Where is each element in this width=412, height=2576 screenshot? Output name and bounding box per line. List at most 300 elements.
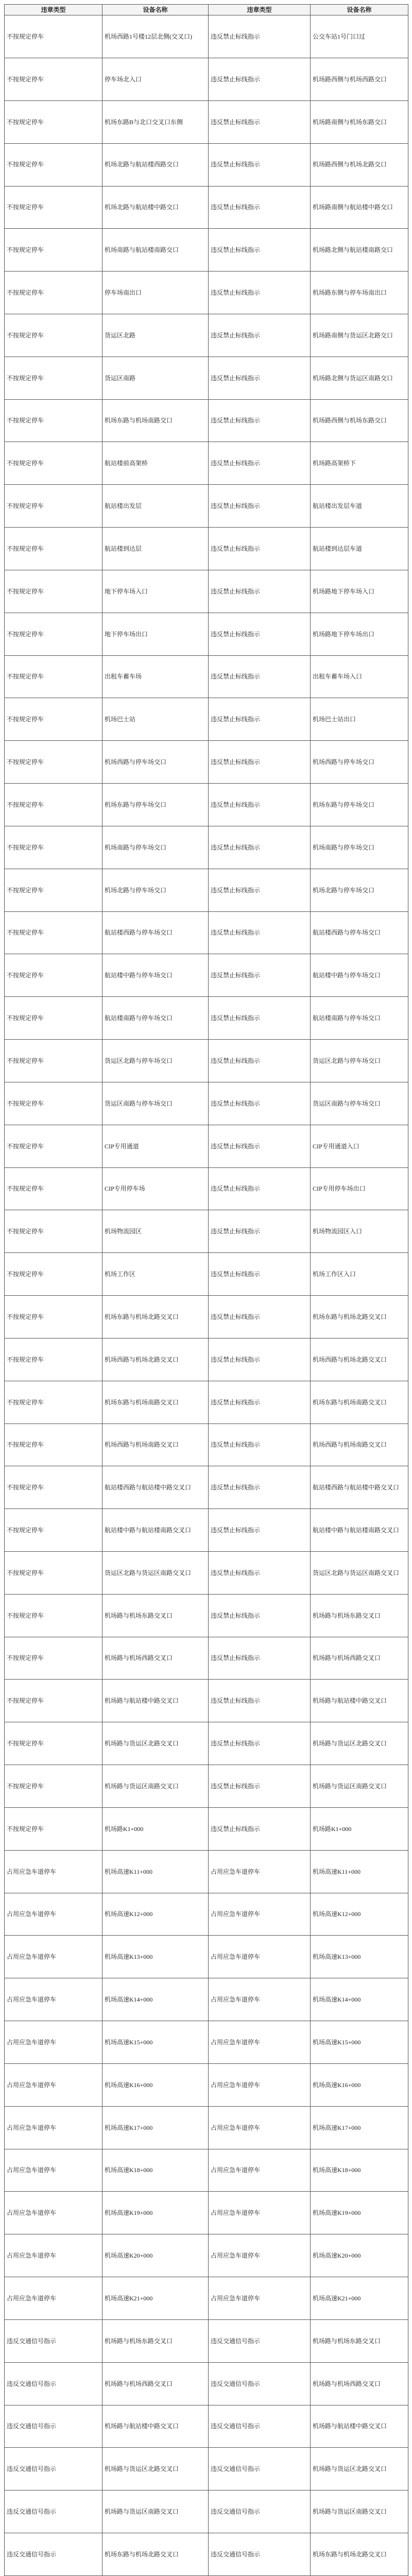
table-body xyxy=(5,15,408,2576)
header-violation-type-1: 违章类型 xyxy=(5,5,102,15)
violation-type-cell: 不按规定停车 xyxy=(5,485,102,528)
table-row xyxy=(5,2106,408,2149)
violation-type-cell: 违反禁止标线指示 xyxy=(209,613,311,655)
violation-type-cell: 不按规定停车 xyxy=(5,1509,102,1552)
table-row xyxy=(5,357,408,399)
table-row xyxy=(5,2448,408,2490)
device-name-cell: 机场东路与机场北路交叉口 xyxy=(311,2533,408,2576)
violation-type-cell: 占用应急车道停车 xyxy=(209,2277,311,2320)
table-row xyxy=(5,570,408,613)
violation-type-cell: 违反禁止标线指示 xyxy=(209,143,311,186)
device-name-cell: 货运区北路与货运区南路交叉口 xyxy=(311,1552,408,1595)
violation-type-cell: 违反禁止标线指示 xyxy=(209,784,311,826)
violation-type-cell: 违反禁止标线指示 xyxy=(209,1423,311,1466)
violation-type-cell: 违反交通信号指示 xyxy=(5,2490,102,2533)
device-name-cell: 机场高速K15+000 xyxy=(102,2021,209,2064)
device-name-cell: 机场路与机场东路交叉口 xyxy=(102,1594,209,1637)
table-row xyxy=(5,655,408,698)
violation-type-cell: 违反禁止标线指示 xyxy=(209,485,311,528)
table-row xyxy=(5,1722,408,1765)
violation-type-cell: 不按规定停车 xyxy=(5,1040,102,1082)
device-name-cell: 机场高速K14+000 xyxy=(102,1978,209,2021)
device-name-cell: 机场物流园区入口 xyxy=(311,1210,408,1253)
violation-type-cell: 违反交通信号指示 xyxy=(5,2448,102,2490)
violation-type-cell: 不按规定停车 xyxy=(5,143,102,186)
device-name-cell: 机场西路与机场南路交叉口 xyxy=(311,1423,408,1466)
violation-type-cell: 违反禁止标线指示 xyxy=(209,1807,311,1850)
violation-type-cell: 不按规定停车 xyxy=(5,1680,102,1722)
violation-type-cell: 占用应急车道停车 xyxy=(209,2149,311,2192)
table-row xyxy=(5,314,408,357)
table-row xyxy=(5,2149,408,2192)
table-row xyxy=(5,1637,408,1680)
device-name-cell: 机场路西侧与机场北路交口 xyxy=(311,143,408,186)
violation-type-cell: 不按规定停车 xyxy=(5,58,102,101)
violation-type-cell: 违反禁止标线指示 xyxy=(209,1381,311,1423)
device-name-cell: 机场东路与机场北路交叉口 xyxy=(311,1296,408,1338)
device-name-cell: 机场东路B与北口交叉口东侧 xyxy=(102,100,209,143)
table-row xyxy=(5,1167,408,1210)
violation-type-cell: 占用应急车道停车 xyxy=(5,1893,102,1936)
device-name-cell: CIP专用通道 xyxy=(102,1125,209,1167)
table-row xyxy=(5,1936,408,1978)
device-name-cell: 机场南路与航站楼南路交口 xyxy=(102,229,209,272)
violation-type-cell: 违反禁止标线指示 xyxy=(209,1082,311,1125)
device-name-cell: 机场高速K19+000 xyxy=(102,2192,209,2234)
table-row xyxy=(5,613,408,655)
table-row xyxy=(5,2319,408,2362)
violation-type-cell: 不按规定停车 xyxy=(5,357,102,399)
device-name-cell: 出租车蓄车场 xyxy=(102,655,209,698)
violation-type-cell: 违反禁止标线指示 xyxy=(209,869,311,911)
device-name-cell: 航站楼出发层 xyxy=(102,485,209,528)
violation-type-cell: 不按规定停车 xyxy=(5,954,102,997)
violation-type-cell: 违反禁止标线指示 xyxy=(209,1040,311,1082)
violation-type-cell: 不按规定停车 xyxy=(5,613,102,655)
violation-type-cell: 不按规定停车 xyxy=(5,186,102,229)
device-name-cell: 机场东路与机场南路交口 xyxy=(102,399,209,442)
violation-type-cell: 违反禁止标线指示 xyxy=(209,15,311,58)
table-row xyxy=(5,1509,408,1552)
violation-type-cell: 违反禁止标线指示 xyxy=(209,1125,311,1167)
violation-type-cell: 违反禁止标线指示 xyxy=(209,1765,311,1808)
table-row xyxy=(5,1850,408,1893)
device-name-cell: 机场高速K12+000 xyxy=(311,1893,408,1936)
device-name-cell: 机场路与机场东路交叉口 xyxy=(102,2319,209,2362)
device-name-cell: 机场路与机场西路交叉口 xyxy=(102,1637,209,1680)
device-name-cell: 机场工作区 xyxy=(102,1253,209,1296)
device-name-cell: 停车场北入口 xyxy=(102,58,209,101)
violation-type-cell: 违反交通信号指示 xyxy=(209,2448,311,2490)
violation-type-cell: 不按规定停车 xyxy=(5,784,102,826)
table-row xyxy=(5,186,408,229)
violation-type-cell: 不按规定停车 xyxy=(5,1466,102,1509)
violation-type-cell: 不按规定停车 xyxy=(5,1807,102,1850)
device-name-cell: 航站楼到达层 xyxy=(102,528,209,570)
table-row xyxy=(5,741,408,784)
violation-type-cell: 违反交通信号指示 xyxy=(209,2405,311,2448)
table-row xyxy=(5,1210,408,1253)
device-name-cell: 航站楼西路与航站楼中路交叉口 xyxy=(311,1466,408,1509)
device-name-cell: 机场路与机场西路交叉口 xyxy=(102,2362,209,2405)
violation-type-cell: 违反交通信号指示 xyxy=(5,2362,102,2405)
violation-type-cell: 违反禁止标线指示 xyxy=(209,272,311,314)
device-name-cell: 机场北路与航站楼中路交口 xyxy=(102,186,209,229)
violation-type-cell: 违反禁止标线指示 xyxy=(209,186,311,229)
table-row xyxy=(5,442,408,485)
table-row xyxy=(5,399,408,442)
violation-type-cell: 占用应急车道停车 xyxy=(5,1978,102,2021)
device-name-cell: 机场路与航站楼中路交叉口 xyxy=(102,1680,209,1722)
table-row xyxy=(5,2234,408,2277)
violation-type-cell: 不按规定停车 xyxy=(5,15,102,58)
violation-type-cell: 占用应急车道停车 xyxy=(209,1850,311,1893)
table-header-row xyxy=(5,5,408,15)
device-name-cell: 机场高速K12+000 xyxy=(102,1893,209,1936)
violation-type-cell: 违反禁止标线指示 xyxy=(209,399,311,442)
device-name-cell: 机场高速K18+000 xyxy=(311,2149,408,2192)
violation-type-cell: 违反禁止标线指示 xyxy=(209,1722,311,1765)
violation-type-cell: 违反交通信号指示 xyxy=(209,2533,311,2576)
violation-type-cell: 不按规定停车 xyxy=(5,1296,102,1338)
device-name-cell: 机场路与机场西路交叉口 xyxy=(311,1637,408,1680)
table-row xyxy=(5,1423,408,1466)
violation-type-cell: 违反禁止标线指示 xyxy=(209,997,311,1040)
device-name-cell: 机场路与航站楼中路交叉口 xyxy=(311,2405,408,2448)
violation-type-cell: 占用应急车道停车 xyxy=(209,1893,311,1936)
device-name-cell: 机场路与机场东路交叉口 xyxy=(311,2319,408,2362)
device-name-cell: 航站楼西路与航站楼中路交叉口 xyxy=(102,1466,209,1509)
violation-type-cell: 不按规定停车 xyxy=(5,1552,102,1595)
violation-type-cell: 违反禁止标线指示 xyxy=(209,570,311,613)
violation-type-cell: 占用应急车道停车 xyxy=(5,2277,102,2320)
device-name-cell: 机场高速K15+000 xyxy=(311,2021,408,2064)
violation-type-cell: 占用应急车道停车 xyxy=(209,1978,311,2021)
violation-type-cell: 不按规定停车 xyxy=(5,442,102,485)
device-name-cell: 机场高速K20+000 xyxy=(102,2234,209,2277)
table-row xyxy=(5,1253,408,1296)
device-name-cell: 货运区北路与停车场交口 xyxy=(102,1040,209,1082)
violation-type-cell: 违反禁止标线指示 xyxy=(209,1338,311,1381)
device-name-cell: 货运区南路与停车场交口 xyxy=(102,1082,209,1125)
device-name-cell: 机场路北侧与航站楼南路交口 xyxy=(311,229,408,272)
device-name-cell: 机场路高架桥下 xyxy=(311,442,408,485)
violation-type-cell: 不按规定停车 xyxy=(5,1637,102,1680)
device-name-cell: 机场西路与停车场交口 xyxy=(311,741,408,784)
device-name-cell: 航站楼到达层车道 xyxy=(311,528,408,570)
device-name-cell: 机场路与航站楼中路交叉口 xyxy=(311,1680,408,1722)
device-name-cell: CIP专用通道入口 xyxy=(311,1125,408,1167)
violation-type-cell: 违反禁止标线指示 xyxy=(209,1253,311,1296)
table-row xyxy=(5,2192,408,2234)
violation-type-cell: 违反禁止标线指示 xyxy=(209,698,311,741)
device-name-cell: 机场路K1+000 xyxy=(102,1807,209,1850)
device-name-cell: 机场高速K17+000 xyxy=(102,2106,209,2149)
device-name-cell: 机场路南侧与机场东路交口 xyxy=(311,100,408,143)
device-name-cell: 机场路与货运区南路交叉口 xyxy=(102,2490,209,2533)
device-name-cell: 机场路地下停车场入口 xyxy=(311,570,408,613)
violation-type-cell: 不按规定停车 xyxy=(5,997,102,1040)
violation-type-cell: 违反禁止标线指示 xyxy=(209,1637,311,1680)
device-name-cell: 机场路与货运区北路交叉口 xyxy=(102,2448,209,2490)
device-name-cell: 机场高速K21+000 xyxy=(102,2277,209,2320)
device-name-cell: 机场高速K11+000 xyxy=(311,1850,408,1893)
violation-type-cell: 违反禁止标线指示 xyxy=(209,1296,311,1338)
violation-type-cell: 违反交通信号指示 xyxy=(5,2319,102,2362)
header-violation-type-2: 违章类型 xyxy=(209,5,311,15)
violation-type-cell: 不按规定停车 xyxy=(5,1594,102,1637)
violation-type-cell: 不按规定停车 xyxy=(5,1210,102,1253)
violation-type-cell: 占用应急车道停车 xyxy=(209,2192,311,2234)
violation-type-cell: 不按规定停车 xyxy=(5,100,102,143)
device-name-cell: 机场高速K19+000 xyxy=(311,2192,408,2234)
device-name-cell: 机场路与货运区北路交叉口 xyxy=(311,2448,408,2490)
violation-type-cell: 不按规定停车 xyxy=(5,528,102,570)
table-row xyxy=(5,997,408,1040)
device-name-cell: 机场路与货运区南路交叉口 xyxy=(102,1765,209,1808)
table-row xyxy=(5,58,408,101)
violation-type-cell: 违反禁止标线指示 xyxy=(209,58,311,101)
device-name-cell: 航站楼前高架桥 xyxy=(102,442,209,485)
violation-type-cell: 违反禁止标线指示 xyxy=(209,1680,311,1722)
violation-type-cell: 不按规定停车 xyxy=(5,698,102,741)
device-name-cell: 机场路地下停车场出口 xyxy=(311,613,408,655)
device-name-cell: 机场高速K16+000 xyxy=(311,2063,408,2106)
violation-type-cell: 占用应急车道停车 xyxy=(5,2149,102,2192)
violation-type-cell: 违反禁止标线指示 xyxy=(209,1594,311,1637)
violation-type-cell: 占用应急车道停车 xyxy=(5,2192,102,2234)
device-name-cell: 航站楼南路与停车场交口 xyxy=(102,997,209,1040)
device-name-cell: 机场西路与机场北路交叉口 xyxy=(311,1338,408,1381)
violation-type-cell: 违反禁止标线指示 xyxy=(209,655,311,698)
device-name-cell: 机场路与航站楼中路交叉口 xyxy=(102,2405,209,2448)
device-name-cell: 航站楼出发层车道 xyxy=(311,485,408,528)
table-row xyxy=(5,229,408,272)
violation-type-cell: 不按规定停车 xyxy=(5,1765,102,1808)
device-name-cell: 机场路西侧与机场东路交口 xyxy=(311,399,408,442)
violation-type-cell: 占用应急车道停车 xyxy=(5,2106,102,2149)
device-name-cell: 机场路南侧与货运区北路交口 xyxy=(311,314,408,357)
table-row xyxy=(5,1296,408,1338)
device-name-cell: 航站楼中路与航站楼南路交叉口 xyxy=(311,1509,408,1552)
violation-type-cell: 不按规定停车 xyxy=(5,1167,102,1210)
device-name-cell: 机场高速K13+000 xyxy=(311,1936,408,1978)
violation-type-cell: 违反禁止标线指示 xyxy=(209,911,311,954)
device-name-cell: 机场高速K13+000 xyxy=(102,1936,209,1978)
violation-type-cell: 占用应急车道停车 xyxy=(209,1936,311,1978)
device-name-cell: 机场高速K20+000 xyxy=(311,2234,408,2277)
device-name-cell: 出租车蓄车场入口 xyxy=(311,655,408,698)
device-name-cell: 机场高速K21+000 xyxy=(311,2277,408,2320)
table-row xyxy=(5,485,408,528)
table-row xyxy=(5,1765,408,1808)
violation-type-cell: 违反禁止标线指示 xyxy=(209,826,311,869)
table-row xyxy=(5,2405,408,2448)
violation-type-cell: 违反禁止标线指示 xyxy=(209,100,311,143)
violation-type-cell: 占用应急车道停车 xyxy=(209,2063,311,2106)
device-name-cell: 货运区北路与货运区南路交叉口 xyxy=(102,1552,209,1595)
device-name-cell: 机场物流园区 xyxy=(102,1210,209,1253)
device-name-cell: 机场路与货运区南路交叉口 xyxy=(311,2490,408,2533)
violation-type-cell: 违反禁止标线指示 xyxy=(209,442,311,485)
header-device-name-1: 设备名称 xyxy=(102,5,209,15)
table-row xyxy=(5,100,408,143)
header-device-name-2: 设备名称 xyxy=(311,5,408,15)
table-row xyxy=(5,15,408,58)
violation-device-table xyxy=(4,4,408,2576)
device-name-cell: 机场南路与停车场交口 xyxy=(102,826,209,869)
device-name-cell: 机场西路与机场南路交叉口 xyxy=(102,1423,209,1466)
violation-type-cell: 违反交通信号指示 xyxy=(5,2405,102,2448)
violation-type-cell: 违反禁止标线指示 xyxy=(209,741,311,784)
table-row xyxy=(5,2277,408,2320)
table-row xyxy=(5,784,408,826)
device-name-cell: 机场西路1号楼12层北侧(交叉口) xyxy=(102,15,209,58)
device-name-cell: 机场高速K11+000 xyxy=(102,1850,209,1893)
violation-type-cell: 违反交通信号指示 xyxy=(209,2490,311,2533)
device-name-cell: 地下停车场入口 xyxy=(102,570,209,613)
device-name-cell: 地下停车场出口 xyxy=(102,613,209,655)
table-row xyxy=(5,2362,408,2405)
device-name-cell: 机场西路与停车场交口 xyxy=(102,741,209,784)
device-name-cell: 机场路东侧与停车场南出口 xyxy=(311,272,408,314)
violation-type-cell: 违反禁止标线指示 xyxy=(209,357,311,399)
violation-type-cell: 不按规定停车 xyxy=(5,869,102,911)
violation-type-cell: 占用应急车道停车 xyxy=(5,1850,102,1893)
violation-type-cell: 不按规定停车 xyxy=(5,911,102,954)
device-name-cell: 航站楼中路与航站楼南路交叉口 xyxy=(102,1509,209,1552)
violation-type-cell: 违反禁止标线指示 xyxy=(209,314,311,357)
table-row xyxy=(5,1552,408,1595)
violation-type-cell: 违反禁止标线指示 xyxy=(209,528,311,570)
violation-type-cell: 违反禁止标线指示 xyxy=(209,1509,311,1552)
device-name-cell: 航站楼中路与停车场交口 xyxy=(311,954,408,997)
device-name-cell: 机场高速K18+000 xyxy=(102,2149,209,2192)
device-name-cell: 货运区南路与停车场交口 xyxy=(311,1082,408,1125)
device-name-cell: 机场东路与机场北路交叉口 xyxy=(102,1296,209,1338)
device-name-cell: 货运区南路 xyxy=(102,357,209,399)
device-name-cell: 机场路南侧与航站楼中路交口 xyxy=(311,186,408,229)
device-name-cell: 机场北路与航站楼西路交口 xyxy=(102,143,209,186)
table-row xyxy=(5,2490,408,2533)
table-row xyxy=(5,1082,408,1125)
violation-type-cell: 不按规定停车 xyxy=(5,655,102,698)
violation-type-cell: 不按规定停车 xyxy=(5,1082,102,1125)
violation-type-cell: 占用应急车道停车 xyxy=(209,2234,311,2277)
violation-type-cell: 不按规定停车 xyxy=(5,1423,102,1466)
table-row xyxy=(5,826,408,869)
violation-type-cell: 不按规定停车 xyxy=(5,1253,102,1296)
device-name-cell: 机场巴士站 xyxy=(102,698,209,741)
table-row xyxy=(5,1338,408,1381)
device-name-cell: 机场高速K16+000 xyxy=(102,2063,209,2106)
device-name-cell: 机场高速K14+000 xyxy=(311,1978,408,2021)
violation-type-cell: 违反禁止标线指示 xyxy=(209,1210,311,1253)
violation-type-cell: 不按规定停车 xyxy=(5,314,102,357)
device-name-cell: 货运区北路 xyxy=(102,314,209,357)
device-name-cell: 航站楼中路与停车场交口 xyxy=(102,954,209,997)
table-row xyxy=(5,1466,408,1509)
device-name-cell: 机场路与机场西路交叉口 xyxy=(311,2362,408,2405)
violation-type-cell: 不按规定停车 xyxy=(5,1125,102,1167)
device-name-cell: 机场东路与停车场交口 xyxy=(311,784,408,826)
violation-type-cell: 不按规定停车 xyxy=(5,229,102,272)
violation-type-cell: 占用应急车道停车 xyxy=(5,2021,102,2064)
device-name-cell: 停车场南出口 xyxy=(102,272,209,314)
table-row xyxy=(5,1807,408,1850)
device-name-cell: CIP专用停车场 xyxy=(102,1167,209,1210)
device-name-cell: 航站楼西路与停车场交口 xyxy=(102,911,209,954)
device-name-cell: 公交车站1号门口过 xyxy=(311,15,408,58)
violation-type-cell: 违反禁止标线指示 xyxy=(209,1552,311,1595)
violation-type-cell: 占用应急车道停车 xyxy=(209,2021,311,2064)
table-row xyxy=(5,2021,408,2064)
device-name-cell: 机场南路与停车场交口 xyxy=(311,826,408,869)
table-row xyxy=(5,528,408,570)
violation-type-cell: 不按规定停车 xyxy=(5,272,102,314)
violation-type-cell: 占用应急车道停车 xyxy=(5,2234,102,2277)
violation-type-cell: 占用应急车道停车 xyxy=(209,2106,311,2149)
device-name-cell: 机场东路与停车场交口 xyxy=(102,784,209,826)
violation-type-cell: 违反禁止标线指示 xyxy=(209,954,311,997)
table-row xyxy=(5,2063,408,2106)
violation-type-cell: 违反交通信号指示 xyxy=(209,2319,311,2362)
table-row xyxy=(5,869,408,911)
device-name-cell: 航站楼西路与停车场交口 xyxy=(311,911,408,954)
table-row xyxy=(5,1040,408,1082)
device-name-cell: 机场东路与机场南路交叉口 xyxy=(102,1381,209,1423)
device-name-cell: 机场高速K17+000 xyxy=(311,2106,408,2149)
table-row xyxy=(5,1680,408,1722)
device-name-cell: 货运区北路与停车场交口 xyxy=(311,1040,408,1082)
device-name-cell: 机场路K1+000 xyxy=(311,1807,408,1850)
device-name-cell: 机场工作区入口 xyxy=(311,1253,408,1296)
table-row xyxy=(5,272,408,314)
device-name-cell: 航站楼南路与停车场交口 xyxy=(311,997,408,1040)
device-name-cell: 机场巴士站出口 xyxy=(311,698,408,741)
table-row xyxy=(5,911,408,954)
violation-type-cell: 不按规定停车 xyxy=(5,741,102,784)
table-row xyxy=(5,2533,408,2576)
violation-type-cell: 占用应急车道停车 xyxy=(5,1936,102,1978)
device-name-cell: 机场西路与机场北路交叉口 xyxy=(102,1338,209,1381)
violation-type-cell: 不按规定停车 xyxy=(5,1338,102,1381)
violation-type-cell: 占用应急车道停车 xyxy=(5,2063,102,2106)
table-row xyxy=(5,143,408,186)
device-name-cell: 机场路与货运区南路交叉口 xyxy=(311,1765,408,1808)
device-name-cell: 机场路北侧与货运区南路交口 xyxy=(311,357,408,399)
device-name-cell: 机场东路与机场南路交叉口 xyxy=(311,1381,408,1423)
device-name-cell: 机场路与机场东路交叉口 xyxy=(311,1594,408,1637)
violation-type-cell: 不按规定停车 xyxy=(5,570,102,613)
violation-type-cell: 违反交通信号指示 xyxy=(209,2362,311,2405)
violation-type-cell: 不按规定停车 xyxy=(5,826,102,869)
violation-type-cell: 不按规定停车 xyxy=(5,399,102,442)
device-name-cell: 机场东路与机场北路交叉口 xyxy=(102,2533,209,2576)
table-row xyxy=(5,698,408,741)
violation-type-cell: 不按规定停车 xyxy=(5,1381,102,1423)
device-name-cell: 机场路西侧与机场西路交口 xyxy=(311,58,408,101)
violation-type-cell: 不按规定停车 xyxy=(5,1722,102,1765)
violation-type-cell: 违反禁止标线指示 xyxy=(209,1466,311,1509)
table-row xyxy=(5,1893,408,1936)
table-row xyxy=(5,1978,408,2021)
violation-type-cell: 违反禁止标线指示 xyxy=(209,229,311,272)
device-name-cell: CIP专用停车场出口 xyxy=(311,1167,408,1210)
device-name-cell: 机场北路与停车场交口 xyxy=(311,869,408,911)
table-row xyxy=(5,1381,408,1423)
table-row xyxy=(5,1125,408,1167)
